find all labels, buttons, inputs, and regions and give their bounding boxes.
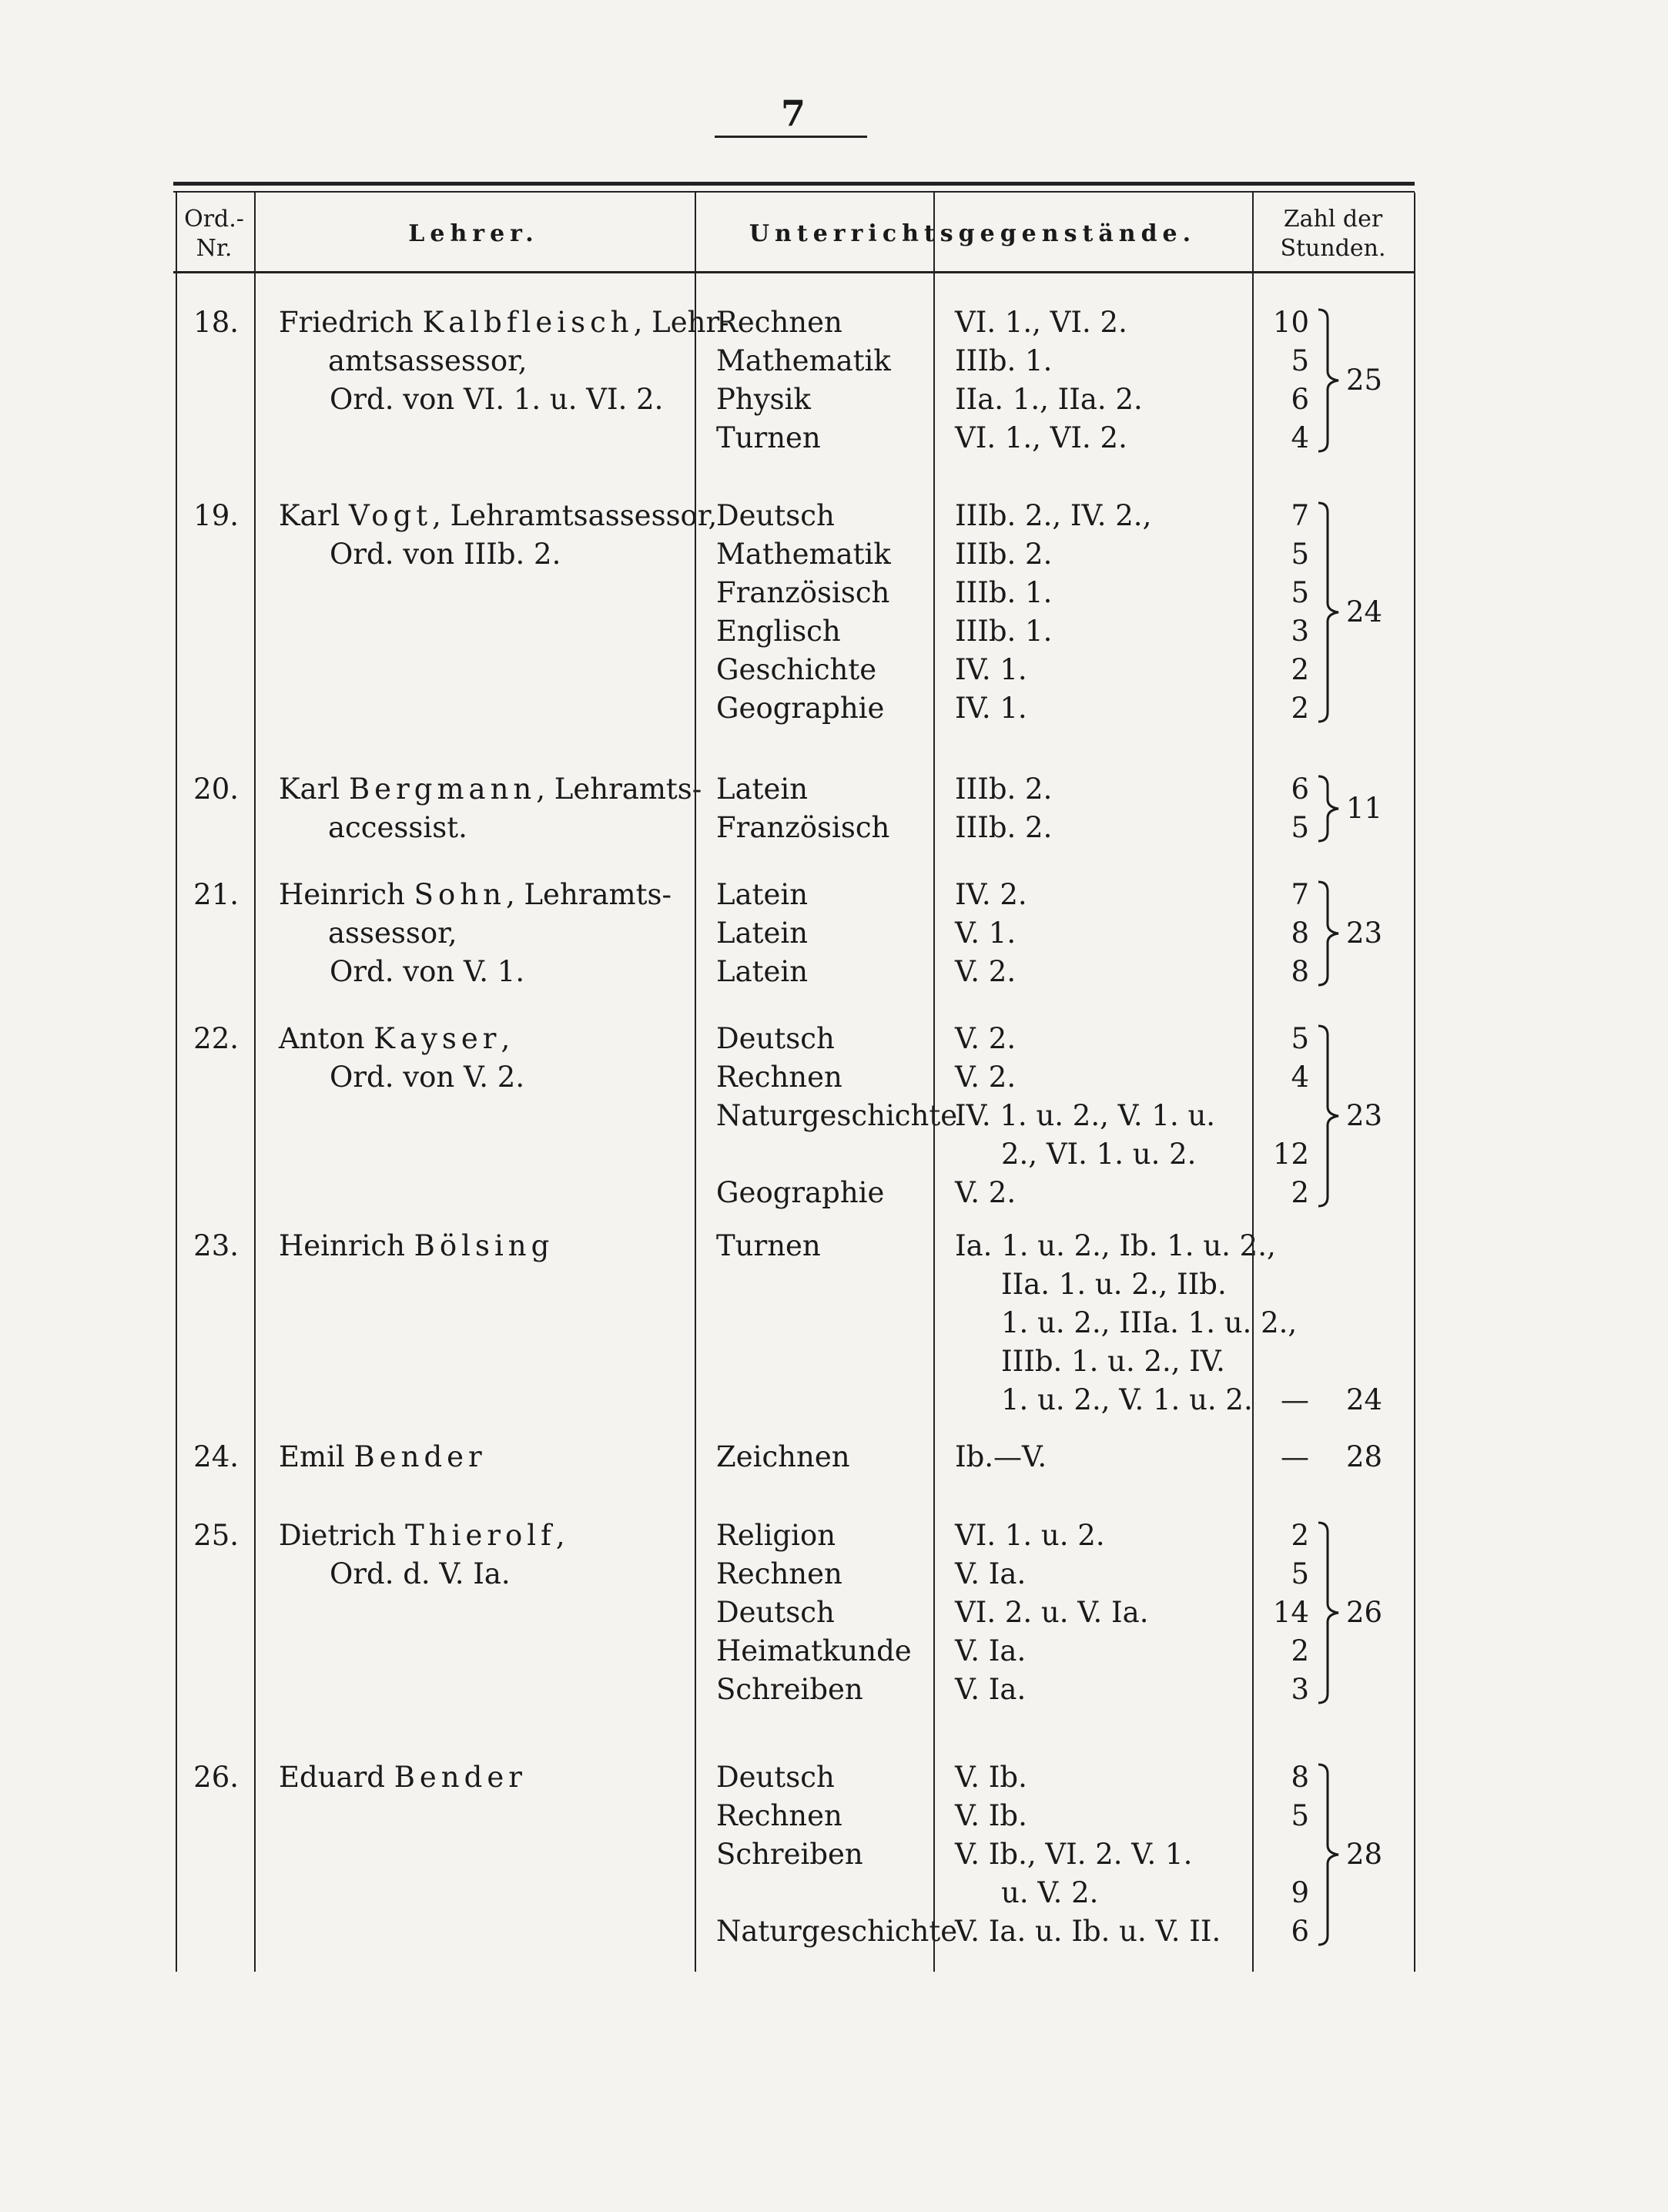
subject: Französisch: [716, 811, 890, 844]
brace: [1315, 1521, 1346, 1704]
teacher-detail: Ord. d. V. Ia.: [330, 1557, 511, 1590]
teacher-name-part: ,: [555, 1519, 565, 1552]
teacher-name-part: ,: [501, 1022, 511, 1055]
column-rule: [695, 193, 696, 1972]
classes: IIIb. 1.: [955, 615, 1053, 648]
subject: Französisch: [716, 576, 890, 609]
classes: V. 2.: [955, 955, 1017, 988]
subject: Geschichte: [716, 653, 877, 686]
subject: Mathematik: [716, 344, 891, 377]
classes: IV. 1.: [955, 692, 1027, 725]
hours: 4: [1291, 421, 1309, 454]
ordinal-number: 18.: [193, 306, 239, 339]
subject: Englisch: [716, 615, 841, 648]
classes: IIIb. 2., IV. 2.,: [955, 499, 1152, 532]
subject: Rechnen: [716, 306, 842, 339]
total-hours: 11: [1346, 792, 1383, 825]
header-zahl-stunden: [1252, 202, 1414, 266]
classes: V. 2.: [955, 1176, 1017, 1209]
hours: 5: [1291, 811, 1309, 844]
teacher-name-part: Eduard: [279, 1761, 394, 1794]
total-hours: 24: [1346, 595, 1383, 628]
hours: 5: [1291, 1799, 1309, 1832]
teacher-name-part: Emil: [279, 1440, 354, 1473]
hours: 5: [1291, 538, 1309, 571]
brace-path: [1318, 310, 1338, 451]
brace-path: [1318, 1523, 1338, 1703]
hours: 3: [1291, 615, 1309, 648]
teacher-surname: Bender: [353, 1440, 487, 1473]
total-hours: 23: [1346, 917, 1383, 950]
total-hours: 25: [1346, 364, 1383, 397]
subject: Schreiben: [716, 1838, 863, 1871]
teacher-detail: Ord. von V. 1.: [330, 955, 525, 988]
header-ord-nr: [176, 202, 253, 266]
subject: Religion: [716, 1519, 836, 1552]
hours: —: [1281, 1383, 1309, 1416]
teacher-detail: assessor,: [328, 917, 457, 950]
total-hours: 24: [1346, 1383, 1383, 1416]
teacher-name-part: , Lehramts-: [505, 878, 672, 911]
subject: Turnen: [716, 421, 821, 454]
ordinal-number: 19.: [193, 499, 239, 532]
teacher-name-part: Friedrich: [279, 306, 423, 339]
teacher-surname: Kalbfleisch: [422, 306, 634, 339]
teacher-name: [279, 770, 702, 809]
hours: 5: [1291, 1022, 1309, 1055]
teacher-surname: Kayser: [373, 1022, 501, 1055]
brace-path: [1318, 503, 1338, 722]
classes: V. Ia.: [955, 1557, 1027, 1590]
teacher-name: [279, 1438, 487, 1476]
hours: 6: [1291, 773, 1309, 806]
ordinal-number: 24.: [193, 1440, 239, 1473]
classes: V. 2.: [955, 1061, 1017, 1094]
teacher-name: [279, 1758, 527, 1797]
hours: 5: [1291, 576, 1309, 609]
teacher-surname: Bölsing: [414, 1229, 554, 1262]
classes: IV. 2.: [955, 878, 1027, 911]
classes: IIIb. 2.: [955, 811, 1053, 844]
teacher-detail: Ord. von IIIb. 2.: [330, 538, 561, 571]
hours: 2: [1291, 1519, 1309, 1552]
classes: V. 2.: [955, 1022, 1017, 1055]
subject: Rechnen: [716, 1061, 842, 1094]
ordinal-number: 26.: [193, 1761, 239, 1794]
subject: Latein: [716, 878, 809, 911]
subject: Zeichnen: [716, 1440, 850, 1473]
header-zahl-stunden-line1: Zahl der: [1283, 206, 1383, 233]
classes: V. Ia.: [955, 1634, 1027, 1667]
hours: 12: [1272, 1138, 1309, 1171]
teacher-name: [279, 1227, 554, 1265]
header-unterrichtsgegenstaende: Unterrichtsgegenstände.: [749, 220, 1197, 247]
teacher-surname: Thierolf: [405, 1519, 556, 1552]
hours: —: [1281, 1440, 1309, 1473]
column-rule: [254, 193, 256, 1972]
classes: IIIb. 2.: [955, 538, 1053, 571]
hours: 5: [1291, 1557, 1309, 1590]
classes: V. Ib.: [955, 1799, 1027, 1832]
teacher-name-part: , Lehramtsassessor,: [432, 499, 718, 532]
classes: u. V. 2.: [1001, 1876, 1099, 1909]
teacher-name-part: Dietrich: [279, 1519, 406, 1552]
subject: Deutsch: [716, 1761, 835, 1794]
classes: V. Ib., VI. 2. V. 1.: [955, 1838, 1193, 1871]
teacher-detail: accessist.: [328, 811, 467, 844]
subject: Latein: [716, 955, 809, 988]
brace: [1315, 775, 1346, 843]
subject: Geographie: [716, 692, 885, 725]
brace-path: [1318, 882, 1338, 985]
brace: [1315, 880, 1346, 987]
hours: 9: [1291, 1876, 1309, 1909]
column-rule: [1414, 193, 1415, 1972]
teacher-name: [279, 303, 729, 342]
subject: Deutsch: [716, 499, 835, 532]
column-rule: [933, 193, 935, 1972]
classes: V. Ib.: [955, 1761, 1027, 1794]
teacher-name-part: Karl: [279, 773, 349, 806]
hours: 6: [1291, 383, 1309, 416]
brace-path: [1318, 1026, 1338, 1206]
hours: 14: [1272, 1596, 1309, 1629]
classes: V. Ia.: [955, 1673, 1027, 1706]
teacher-surname: Sohn: [414, 878, 506, 911]
header-lehrer: Lehrer.: [408, 220, 539, 247]
ordinal-number: 20.: [193, 773, 239, 806]
classes: 1. u. 2., V. 1. u. 2.: [1001, 1383, 1253, 1416]
subject: Rechnen: [716, 1799, 842, 1832]
subject: Latein: [716, 917, 809, 950]
header-zahl-stunden-line2: Stunden.: [1280, 235, 1386, 262]
total-hours: 28: [1346, 1838, 1383, 1871]
total-hours: 23: [1346, 1099, 1383, 1132]
classes: VI. 1., VI. 2.: [955, 306, 1127, 339]
ordinal-number: 23.: [193, 1229, 239, 1262]
teacher-name: [279, 497, 717, 535]
table-top-rule-thin: [173, 191, 1415, 193]
hours: 8: [1291, 1761, 1309, 1794]
hours: 2: [1291, 1634, 1309, 1667]
subject: Physik: [716, 383, 811, 416]
subject: Naturgeschichte: [716, 1915, 958, 1948]
hours: 4: [1291, 1061, 1309, 1094]
classes: IIa. 1., IIa. 2.: [955, 383, 1143, 416]
teacher-detail: Ord. von VI. 1. u. VI. 2.: [330, 383, 664, 416]
ordinal-number: 21.: [193, 878, 239, 911]
hours: 8: [1291, 917, 1309, 950]
classes: IIIb. 1.: [955, 344, 1053, 377]
table-top-rule: [173, 182, 1415, 186]
header-ord-nr-line2: Nr.: [196, 235, 233, 262]
ordinal-number: 25.: [193, 1519, 239, 1552]
teacher-surname: Bender: [394, 1761, 527, 1794]
column-rule: [176, 193, 177, 1972]
subject: Geographie: [716, 1176, 885, 1209]
teacher-name-part: , Lehramts-: [536, 773, 702, 806]
classes: IIIb. 2.: [955, 773, 1053, 806]
classes: IV. 1. u. 2., V. 1. u.: [955, 1099, 1216, 1132]
classes: VI. 1. u. 2.: [955, 1519, 1105, 1552]
subject: Rechnen: [716, 1557, 842, 1590]
subject: Schreiben: [716, 1673, 863, 1706]
classes: IV. 1.: [955, 653, 1027, 686]
subject: Heimatkunde: [716, 1634, 912, 1667]
hours: 7: [1291, 878, 1309, 911]
hours: 2: [1291, 692, 1309, 725]
classes: 2., VI. 1. u. 2.: [1001, 1138, 1197, 1171]
teacher-surname: Bergmann: [348, 773, 537, 806]
teacher-name-part: , Lehr-: [633, 306, 729, 339]
total-hours: 26: [1346, 1596, 1383, 1629]
teacher-name-part: Karl: [279, 499, 349, 532]
teacher-detail: amtsassessor,: [328, 344, 528, 377]
teacher-name: [279, 876, 672, 914]
brace-path: [1318, 1765, 1338, 1945]
classes: V. 1.: [955, 917, 1017, 950]
hours: 3: [1291, 1673, 1309, 1706]
page-number: 7: [780, 92, 806, 134]
subject: Latein: [716, 773, 809, 806]
ordinal-number: 22.: [193, 1022, 239, 1055]
brace-path: [1318, 776, 1338, 841]
classes: V. Ia. u. Ib. u. V. II.: [955, 1915, 1221, 1948]
total-hours: 28: [1346, 1440, 1383, 1473]
teacher-surname: Vogt: [348, 499, 433, 532]
subject: Naturgeschichte: [716, 1099, 958, 1132]
teacher-name: [279, 1517, 565, 1555]
classes: 1. u. 2., IIIa. 1. u. 2.,: [1001, 1306, 1298, 1339]
subject: Turnen: [716, 1229, 821, 1262]
brace: [1315, 1024, 1346, 1208]
classes: IIa. 1. u. 2., IIb.: [1001, 1268, 1227, 1301]
classes: Ib.—V.: [955, 1440, 1047, 1473]
teacher-name-part: Heinrich: [279, 1229, 414, 1262]
subject: Mathematik: [716, 538, 891, 571]
classes: VI. 2. u. V. Ia.: [955, 1596, 1149, 1629]
hours: 6: [1291, 1915, 1309, 1948]
table-header-rule: [173, 271, 1415, 273]
teacher-name: [279, 1020, 510, 1058]
classes: Ia. 1. u. 2., Ib. 1. u. 2.,: [955, 1229, 1276, 1262]
subject: Deutsch: [716, 1022, 835, 1055]
hours: 7: [1291, 499, 1309, 532]
teacher-name-part: Anton: [279, 1022, 374, 1055]
classes: IIIb. 1.: [955, 576, 1053, 609]
brace: [1315, 501, 1346, 723]
column-rule: [1252, 193, 1254, 1972]
classes: VI. 1., VI. 2.: [955, 421, 1127, 454]
teacher-detail: Ord. von V. 2.: [330, 1061, 525, 1094]
hours: 2: [1291, 653, 1309, 686]
teacher-name-part: Heinrich: [279, 878, 414, 911]
header-ord-nr-line1: Ord.-: [184, 206, 244, 233]
subject: Deutsch: [716, 1596, 835, 1629]
classes: IIIb. 1. u. 2., IV.: [1001, 1345, 1225, 1378]
brace: [1315, 1763, 1346, 1946]
hours: 2: [1291, 1176, 1309, 1209]
page-number-rule: [715, 136, 867, 138]
hours: 5: [1291, 344, 1309, 377]
brace: [1315, 308, 1346, 453]
hours: 8: [1291, 955, 1309, 988]
hours: 10: [1272, 306, 1309, 339]
